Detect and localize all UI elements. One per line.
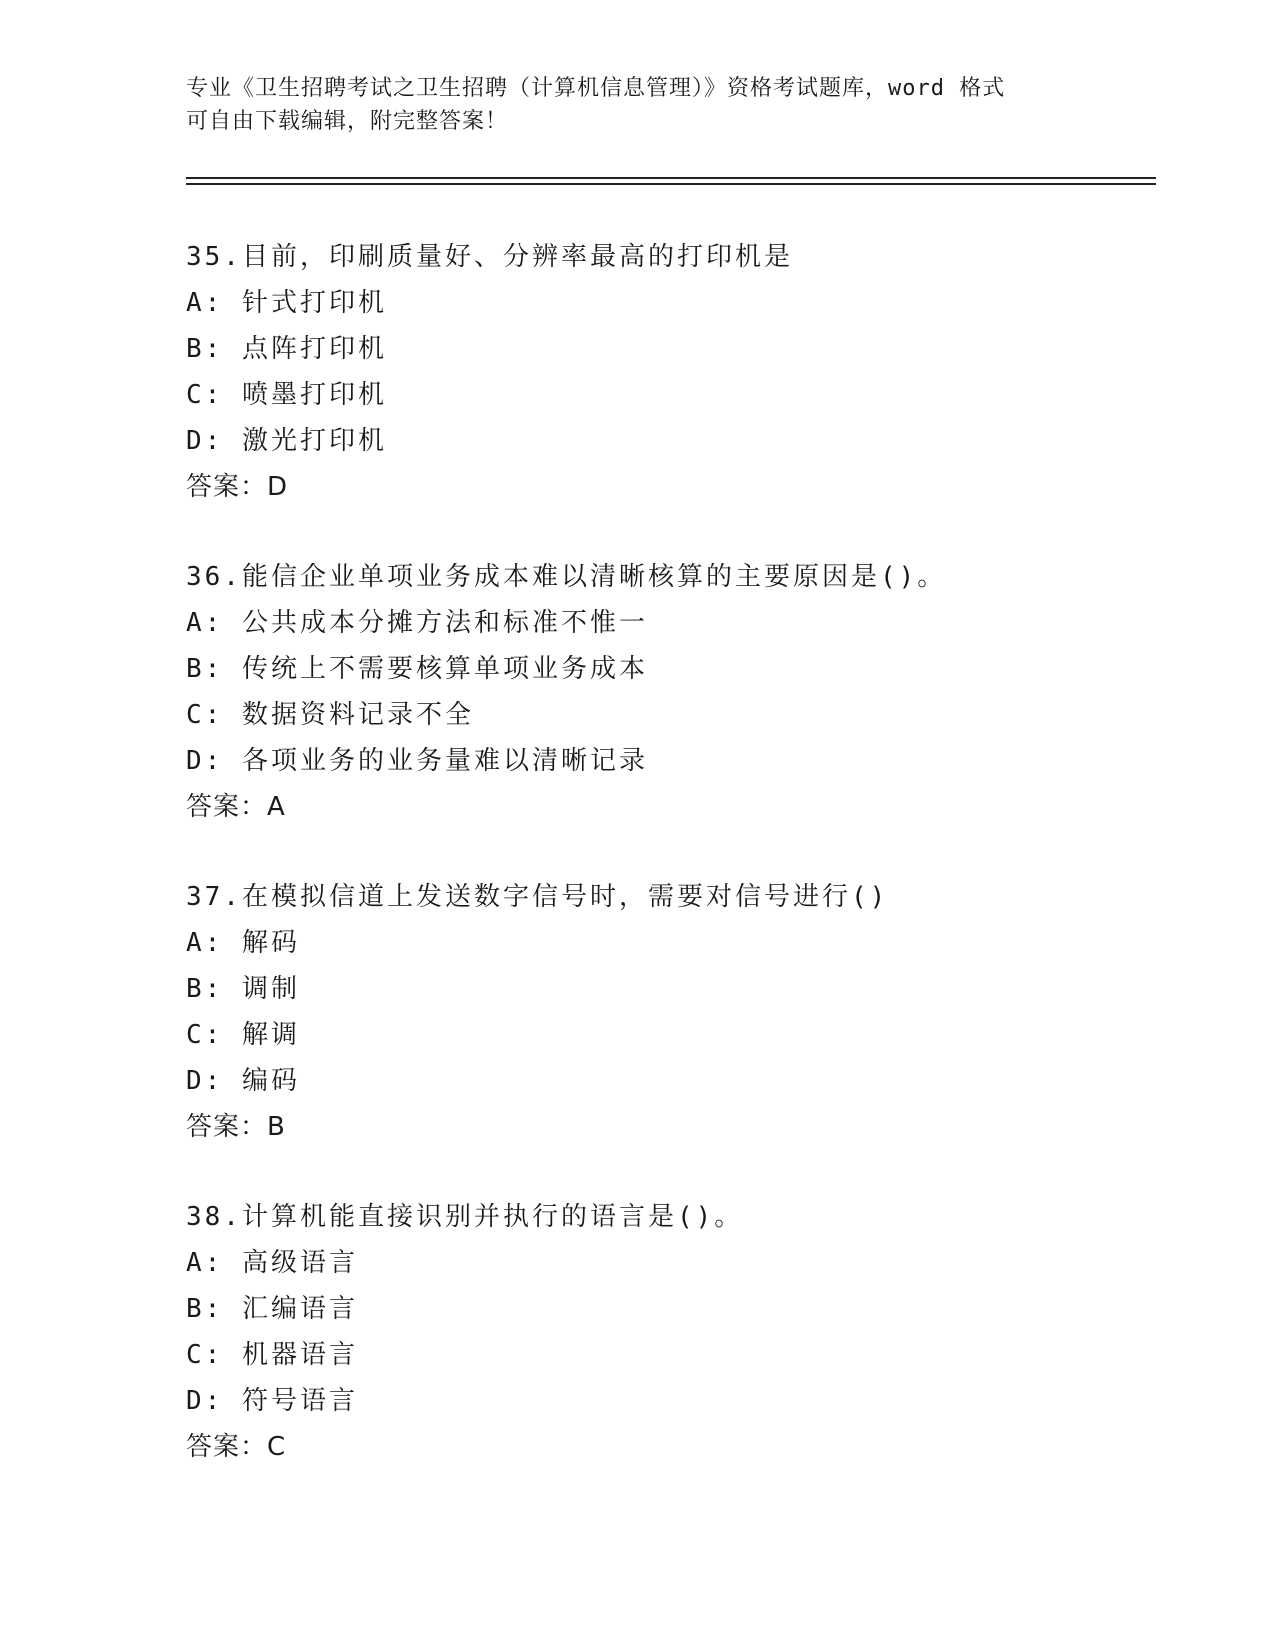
header-line-1: 专业《卫生招聘考试之卫生招聘（计算机信息管理）》资格考试题库，word 格式 [186, 76, 1006, 101]
option-c: C: 数据资料记录不全 [186, 700, 474, 730]
question-37 [186, 874, 1186, 1150]
option-b: B: 调制 [186, 974, 300, 1004]
option-d: D: 符号语言 [186, 1386, 358, 1416]
option-c: C: 解调 [186, 1020, 300, 1050]
option-d: D: 激光打印机 [186, 426, 387, 456]
option-a: A: 针式打印机 [186, 288, 387, 318]
option-c: C: 喷墨打印机 [186, 380, 387, 410]
option-b: B: 传统上不需要核算单项业务成本 [186, 654, 648, 684]
option-c: C: 机器语言 [186, 1340, 358, 1370]
question-text: 38.计算机能直接识别并执行的语言是()。 [186, 1202, 744, 1232]
answer: 答案：D [186, 472, 289, 502]
option-d: D: 编码 [186, 1066, 300, 1096]
answer: 答案：A [186, 792, 286, 822]
question-text: 36.能信企业单项业务成本难以清晰核算的主要原因是()。 [186, 562, 947, 592]
option-b: B: 汇编语言 [186, 1294, 358, 1324]
option-b: B: 点阵打印机 [186, 334, 387, 364]
question-35 [186, 234, 1186, 510]
option-d: D: 各项业务的业务量难以清晰记录 [186, 746, 648, 776]
header-divider-top [186, 177, 1156, 179]
option-a: A: 高级语言 [186, 1248, 358, 1278]
question-38 [186, 1194, 1186, 1470]
question-36 [186, 554, 1186, 830]
header-divider-bottom [186, 183, 1156, 185]
header-line-2: 可自由下载编辑，附完整答案！ [186, 109, 509, 134]
question-text: 35.目前，印刷质量好、分辨率最高的打印机是 [186, 242, 793, 272]
document-header [186, 72, 1086, 138]
answer: 答案：B [186, 1112, 286, 1142]
option-a: A: 解码 [186, 928, 300, 958]
answer: 答案：C [186, 1432, 287, 1462]
option-a: A: 公共成本分摊方法和标准不惟一 [186, 608, 648, 638]
question-text: 37.在模拟信道上发送数字信号时，需要对信号进行() [186, 882, 889, 912]
